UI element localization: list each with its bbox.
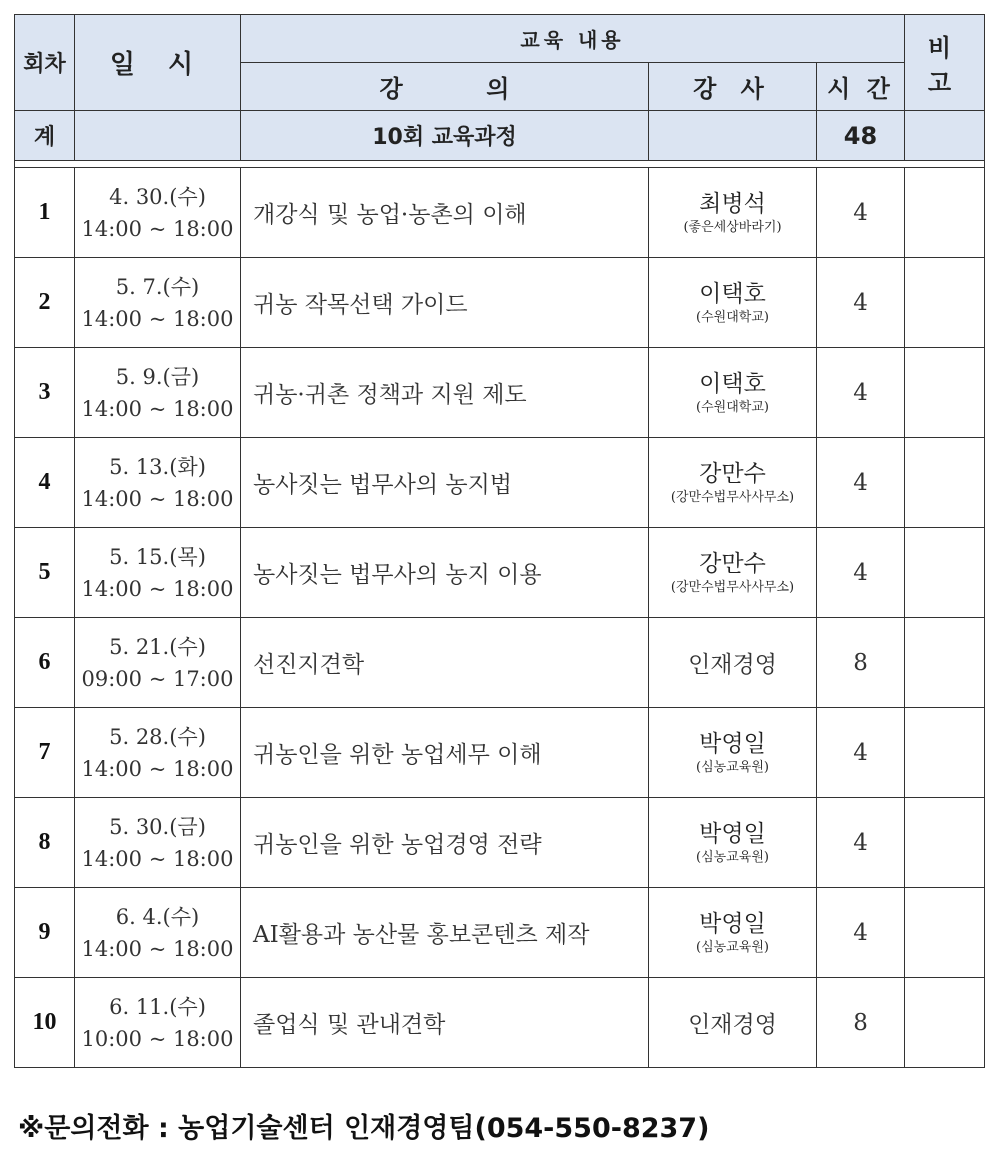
instructor-organization: (좋은세상바라기) [683, 219, 782, 235]
instructor-name: 박영일 [699, 910, 766, 937]
row-time: 14:00 ~ 18:00 [81, 396, 234, 421]
row-lecture: 귀농 작목선택 가이드 [241, 258, 649, 348]
schedule-row [15, 348, 985, 438]
row-date: 6. 11.(수) [109, 994, 206, 1019]
instructor-name: 강만수 [699, 550, 766, 577]
row-time: 14:00 ~ 18:00 [81, 486, 234, 511]
row-lecture: 졸업식 및 관내견학 [241, 978, 649, 1068]
row-date: 5. 21.(수) [109, 634, 206, 659]
row-number: 8 [15, 798, 75, 888]
schedule-row [15, 798, 985, 888]
row-datetime [75, 888, 241, 978]
instructor-organization: (심농교육원) [696, 849, 769, 865]
row-date: 6. 4.(수) [115, 904, 200, 929]
schedule-row [15, 168, 985, 258]
row-number: 2 [15, 258, 75, 348]
row-instructor: 인재경영 [649, 978, 817, 1068]
row-number: 7 [15, 708, 75, 798]
row-time: 14:00 ~ 18:00 [81, 576, 234, 601]
instructor-organization: (강만수법무사사무소) [670, 579, 795, 595]
row-datetime [75, 798, 241, 888]
header-separator [15, 161, 985, 168]
separator-cell [15, 161, 985, 168]
row-hours: 4 [817, 258, 905, 348]
row-hours: 8 [817, 978, 905, 1068]
schedule-row [15, 438, 985, 528]
row-date: 5. 28.(수) [109, 724, 206, 749]
total-label: 계 [15, 111, 75, 161]
total-date-empty [75, 111, 241, 161]
instructor-name: 이택호 [699, 280, 766, 307]
instructor-name: 최병석 [699, 190, 766, 217]
row-instructor [649, 258, 817, 348]
row-datetime [75, 978, 241, 1068]
row-remarks [905, 978, 985, 1068]
instructor-organization: (강만수법무사사무소) [670, 489, 795, 505]
row-date: 5. 15.(목) [109, 544, 206, 569]
header-remarks: 비 고 [905, 15, 985, 111]
row-time: 10:00 ~ 18:00 [81, 1026, 234, 1051]
instructor-name: 강만수 [699, 460, 766, 487]
row-date: 4. 30.(수) [109, 184, 206, 209]
row-datetime [75, 168, 241, 258]
total-hours: 48 [817, 111, 905, 161]
schedule-row [15, 888, 985, 978]
contact-footer: ※문의전화 : 농업기술센터 인재경영팀(054-550-8237) [18, 1113, 710, 1144]
instructor-organization: (심농교육원) [696, 759, 769, 775]
schedule-row [15, 708, 985, 798]
row-instructor: 인재경영 [649, 618, 817, 708]
header-education-content: 교육 내용 [241, 15, 905, 63]
row-lecture: 선진지견학 [241, 618, 649, 708]
row-datetime [75, 348, 241, 438]
row-time: 09:00 ~ 17:00 [81, 666, 234, 691]
schedule-row [15, 978, 985, 1068]
row-lecture: 개강식 및 농업·농촌의 이해 [241, 168, 649, 258]
row-number: 5 [15, 528, 75, 618]
row-datetime [75, 708, 241, 798]
header-lecture [241, 63, 649, 111]
row-datetime [75, 438, 241, 528]
row-instructor [649, 528, 817, 618]
row-instructor [649, 438, 817, 528]
row-remarks [905, 438, 985, 528]
schedule-table [14, 14, 985, 1068]
row-number: 1 [15, 168, 75, 258]
row-time: 14:00 ~ 18:00 [81, 846, 234, 871]
instructor-organization: (심농교육원) [696, 939, 769, 955]
total-text: 10회 교육과정 [241, 111, 649, 161]
row-date: 5. 13.(화) [109, 454, 206, 479]
row-remarks [905, 168, 985, 258]
header-hours: 시 간 [817, 63, 905, 111]
row-lecture: 귀농인을 위한 농업경영 전략 [241, 798, 649, 888]
schedule-row [15, 618, 985, 708]
row-lecture: AI활용과 농산물 홍보콘텐츠 제작 [241, 888, 649, 978]
row-number: 6 [15, 618, 75, 708]
instructor-name: 이택호 [699, 370, 766, 397]
row-hours: 4 [817, 798, 905, 888]
header-instructor: 강 사 [649, 63, 817, 111]
row-date: 5. 30.(금) [109, 814, 206, 839]
header-date: 일 시 [75, 15, 241, 111]
row-instructor [649, 168, 817, 258]
header-lecture-text: 강 의 [379, 75, 510, 103]
row-hours: 4 [817, 888, 905, 978]
row-hours: 4 [817, 528, 905, 618]
row-instructor [649, 798, 817, 888]
row-time: 14:00 ~ 18:00 [81, 216, 234, 241]
row-number: 10 [15, 978, 75, 1068]
row-hours: 8 [817, 618, 905, 708]
instructor-organization: (수원대학교) [696, 399, 769, 415]
row-time: 14:00 ~ 18:00 [81, 756, 234, 781]
row-remarks [905, 888, 985, 978]
row-number: 4 [15, 438, 75, 528]
row-instructor [649, 348, 817, 438]
total-instructor-empty [649, 111, 817, 161]
instructor-organization: (수원대학교) [696, 309, 769, 325]
row-lecture: 농사짓는 법무사의 농지 이용 [241, 528, 649, 618]
row-hours: 4 [817, 348, 905, 438]
row-remarks [905, 708, 985, 798]
row-hours: 4 [817, 708, 905, 798]
row-hours: 4 [817, 438, 905, 528]
row-lecture: 귀농·귀촌 정책과 지원 제도 [241, 348, 649, 438]
row-remarks [905, 528, 985, 618]
header-round: 회차 [15, 15, 75, 111]
row-remarks [905, 798, 985, 888]
row-hours: 4 [817, 168, 905, 258]
row-remarks [905, 348, 985, 438]
row-remarks [905, 258, 985, 348]
instructor-name: 박영일 [699, 820, 766, 847]
row-instructor [649, 708, 817, 798]
instructor-name: 박영일 [699, 730, 766, 757]
row-lecture: 귀농인을 위한 농업세무 이해 [241, 708, 649, 798]
row-datetime [75, 618, 241, 708]
total-remarks-empty [905, 111, 985, 161]
row-number: 3 [15, 348, 75, 438]
row-date: 5. 7.(수) [115, 274, 200, 299]
schedule-row [15, 258, 985, 348]
row-datetime [75, 258, 241, 348]
row-number: 9 [15, 888, 75, 978]
row-date: 5. 9.(금) [115, 364, 200, 389]
row-lecture: 농사짓는 법무사의 농지법 [241, 438, 649, 528]
row-time: 14:00 ~ 18:00 [81, 306, 234, 331]
row-datetime [75, 528, 241, 618]
schedule-row [15, 528, 985, 618]
row-remarks [905, 618, 985, 708]
row-instructor [649, 888, 817, 978]
row-time: 14:00 ~ 18:00 [81, 936, 234, 961]
